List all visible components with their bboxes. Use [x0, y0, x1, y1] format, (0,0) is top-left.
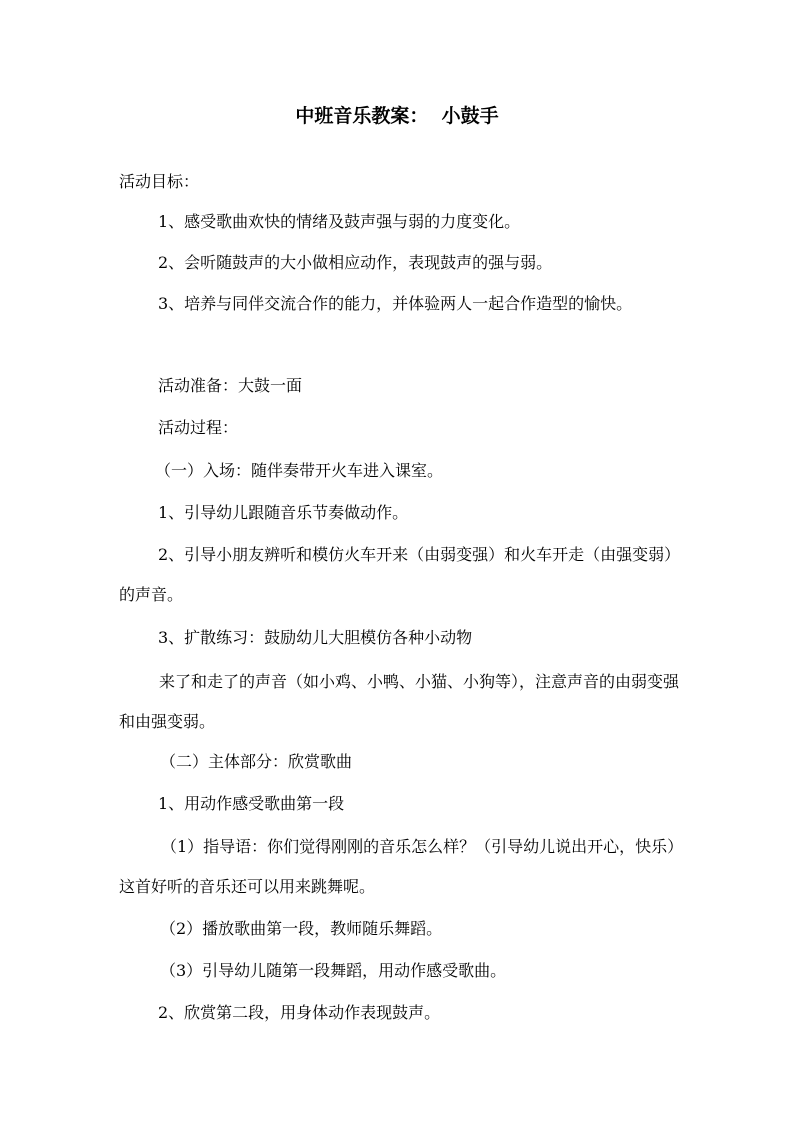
step-entry-item-1: 1、引导幼儿跟随音乐节奏做动作。: [158, 503, 409, 522]
section-heading-process: 活动过程：: [158, 418, 239, 437]
step-entry-item-3-continued: 来了和走了的声音（如小鸡、小鸭、小猫、小狗等），注意声音的由弱变强和由强变弱。: [119, 672, 680, 731]
step-main-heading: （二）主体部分：欣赏歌曲: [160, 752, 353, 771]
goal-item-2: 2、会听随鼓声的大小做相应动作，表现鼓声的强与弱。: [158, 253, 553, 272]
page-title: 中班音乐教案： 小鼓手: [295, 105, 499, 127]
section-heading-goals: 活动目标：: [119, 172, 200, 191]
step-main-item-1-3: （3）引导幼儿随第一段舞蹈，用动作感受歌曲。: [160, 961, 507, 980]
goal-item-1: 1、感受歌曲欢快的情绪及鼓声强与弱的力度变化。: [158, 212, 521, 231]
step-entry-heading: （一）入场：随伴奏带开火车进入课室。: [155, 461, 444, 480]
step-main-item-1-1: （1）指导语：你们觉得刚刚的音乐怎么样？（引导幼儿说出开心，快乐）这首好听的音乐还可以用来跳舞呢。: [119, 837, 676, 896]
preparation-line: 活动准备：大鼓一面: [158, 376, 303, 395]
step-entry-item-2: 2、引导小朋友辨听和模仿火车开来（由弱变强）和火车开走（由强变弱）的声音。: [119, 545, 673, 604]
step-main-item-1-2: （2）播放歌曲第一段，教师随乐舞蹈。: [160, 919, 443, 938]
goal-item-3: 3、培养与同伴交流合作的能力，并体验两人一起合作造型的愉快。: [158, 294, 633, 313]
step-entry-item-3: 3、扩散练习：鼓励幼儿大胆模仿各种小动物: [158, 628, 473, 647]
step-main-item-2: 2、欣赏第二段，用身体动作表现鼓声。: [158, 1003, 441, 1022]
step-main-item-1: 1、用动作感受歌曲第一段: [158, 794, 345, 813]
